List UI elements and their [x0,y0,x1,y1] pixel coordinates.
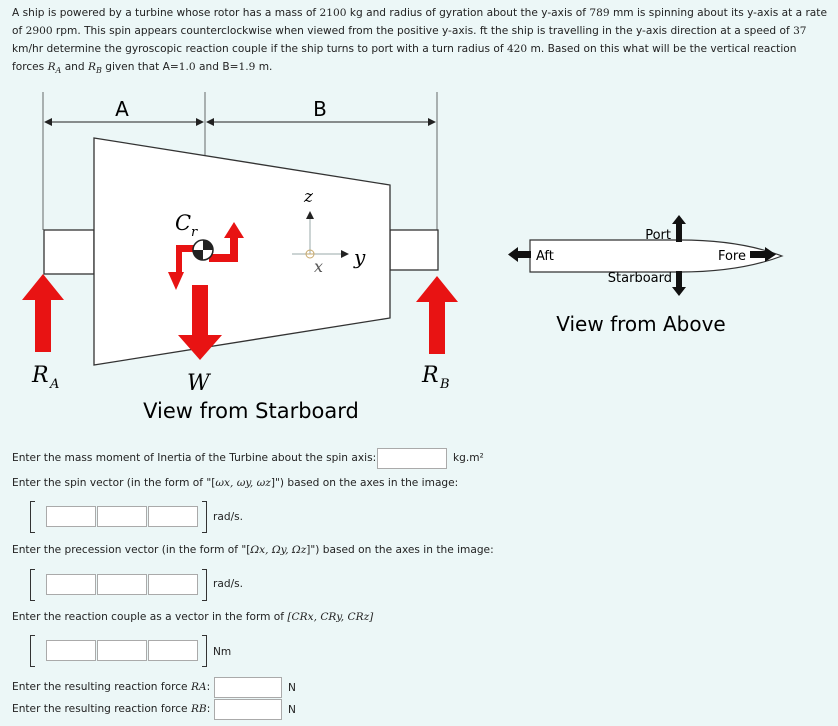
problem-statement [12,4,828,80]
precession-unit: rad/s. [213,578,244,590]
problem-text: and [61,61,88,73]
top-view-diagram [500,200,838,350]
question-text: Enter the reaction couple as a vector in the form of [12,611,288,623]
a-value: 1.0 [178,61,196,73]
precession-z-input[interactable] [148,574,198,595]
label-w: W [187,371,210,396]
rb-symbol: R [88,61,96,73]
precession-x-input[interactable] [46,574,96,595]
question-text: Enter the spin vector (in the form of "[ [12,477,216,489]
problem-text: kg and radius of gyration about the y-axis of [346,7,590,19]
bracket-left [30,501,35,533]
spin-vector-math: ωx, ωy, ωz [215,477,271,489]
bracket-left [30,569,35,601]
radius-value: 789 [589,7,610,19]
label-ra-sub: A [50,377,60,392]
ra-unit: N [288,682,296,694]
ra-symbol: R [47,61,56,73]
question-text: ]") based on the axes in the image: [270,477,459,489]
question-ra: Enter the resulting reaction force RA: [12,681,211,693]
problem-text: A ship is powered by a turbine whose rotor has a mass of [12,7,320,19]
precession-vector-math: Ωx, Ωy, Ωz [250,544,307,556]
rb-arrow [416,276,458,354]
problem-text: mm is spinning about its y-axis at a rate of [12,7,827,37]
side-view-caption: View from Starboard [143,399,359,423]
problem-text: km/hr determine the gyroscopic reaction couple if the ship turns to port with a turn radius of [12,43,507,55]
label-cr-sub: r [191,225,198,240]
aft-arrow [508,247,531,262]
shaft-right [390,230,438,270]
problem-text: m. [255,61,273,73]
label-y: y [354,245,366,269]
label-rb-sub: B [440,377,450,392]
question-spin-vector [12,477,458,489]
port-label: Port [645,228,671,243]
shaft-left [44,230,94,274]
spin-x-input[interactable] [46,506,96,527]
bracket-right [202,569,207,601]
problem-text: m. Based on this what will be the vertical reaction forces [12,43,797,73]
ra-arrow [22,274,64,352]
starboard-label: Starboard [607,271,672,286]
couple-y-input[interactable] [97,640,147,661]
rate-value: 2900 [25,25,53,37]
fore-label: Fore [717,249,746,264]
inertia-input[interactable] [377,448,447,469]
question-inertia-text: Enter the mass moment of Inertia of the Turbine about the spin axis: [12,452,377,464]
rb-subscript: B [95,66,102,76]
ra-subscript: A [55,66,62,76]
top-view-caption: View from Above [556,312,726,336]
ra-input[interactable] [214,677,282,698]
couple-x-input[interactable] [46,640,96,661]
problem-text: given that A= [101,61,179,73]
rb-unit: N [288,704,296,716]
spin-z-input[interactable] [148,506,198,527]
spin-unit: rad/s. [213,511,244,523]
question-inertia [12,452,376,464]
reaction-couple-math: [CRx, CRy, CRz] [287,611,374,623]
problem-text: and B= [195,61,239,73]
port-arrow [672,215,686,242]
label-x: x [314,257,324,276]
label-b: B [313,97,327,121]
label-a: A [115,97,129,121]
label-ra: R [32,363,49,388]
bracket-right [202,635,207,667]
bracket-right [202,501,207,533]
turbine-body [94,138,390,365]
couple-unit: Nm [213,646,232,658]
question-text: Enter the resulting reaction force [12,681,191,693]
question-text: Enter the precession vector (in the form of "[ [12,544,251,556]
inertia-unit: kg.m² [453,452,484,464]
question-text: ]") based on the axes in the image: [306,544,494,556]
problem-text: rpm. This spin appears counterclockwise when viewed from the positive y-axis. ft the ship is travelling in the y-axis direction at a speed of [52,25,794,37]
label-cr: C [175,211,192,235]
aft-label: Aft [536,249,554,264]
side-view-diagram [0,80,500,430]
rb-input[interactable] [214,699,282,720]
question-text: Enter the resulting reaction force [12,703,191,715]
precession-y-input[interactable] [97,574,147,595]
bracket-left [30,635,35,667]
starboard-arrow [672,271,686,296]
mass-value: 2100 [319,7,347,19]
spin-y-input[interactable] [97,506,147,527]
b-value: 1.9 [238,61,256,73]
turn-radius-value: 420 [506,43,528,55]
label-z: z [304,187,313,207]
couple-z-input[interactable] [148,640,198,661]
question-reaction-couple [12,611,373,623]
question-precession-vector [12,544,494,556]
rb-math: RB [190,703,207,715]
speed-value: 37 [793,25,807,37]
label-rb: R [422,363,439,388]
ra-math: RA [190,681,207,693]
question-rb: Enter the resulting reaction force RB: [12,703,211,715]
